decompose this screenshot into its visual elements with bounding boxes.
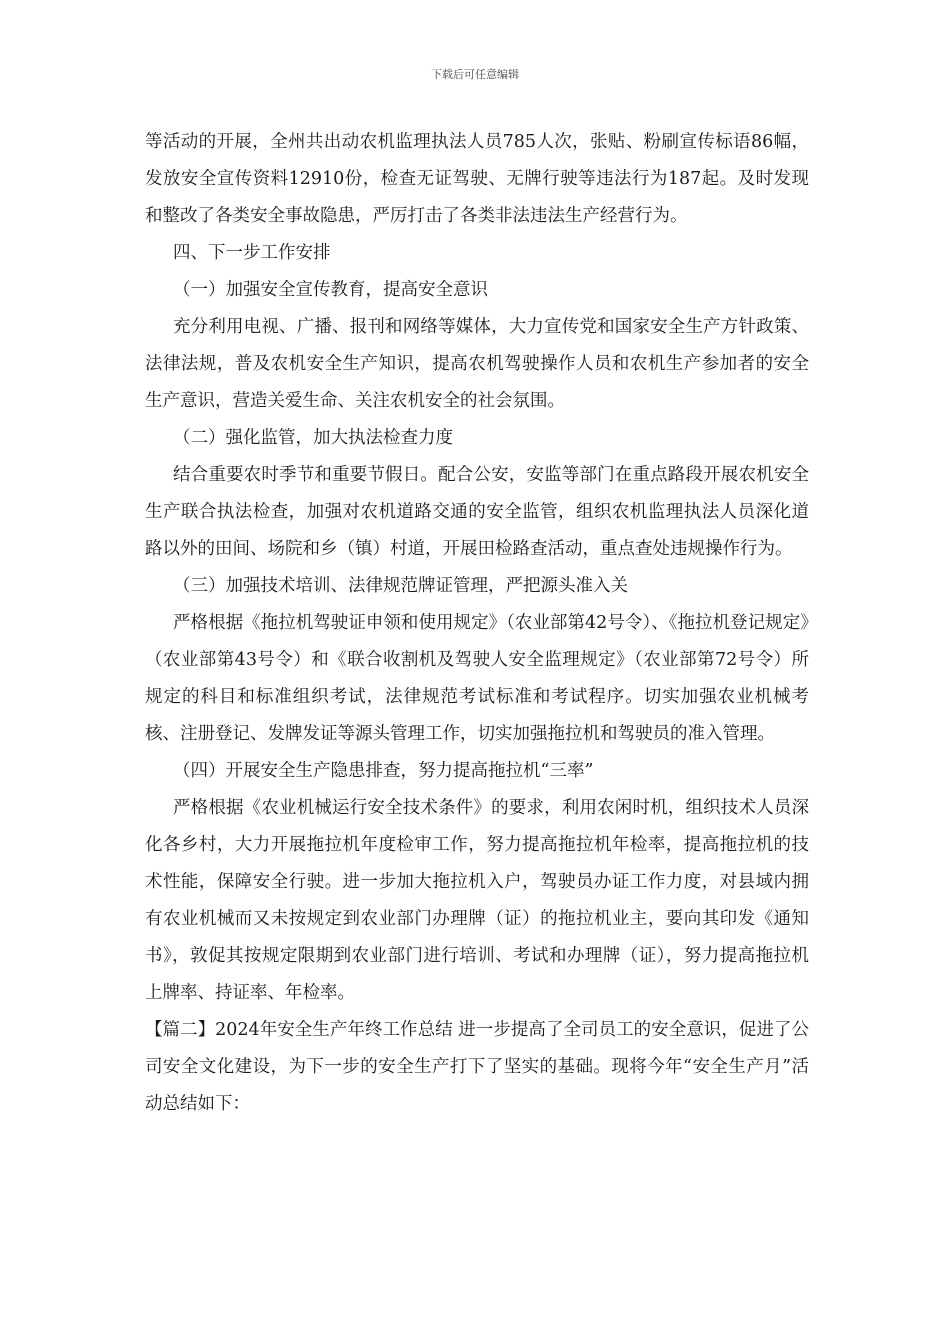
- page-header: 下载后可任意编辑: [431, 68, 519, 81]
- paragraph-part-two: 【篇二】2024年安全生产年终工作总结 进一步提高了全司员工的安全意识，促进了公司安全文化建设，为下一步的安全生产打下了坚实的基础。现将今年“安全生产月”活动总结如下：: [145, 1020, 809, 1114]
- subheading-2: （二）强化监管，加大执法检查力度: [173, 428, 453, 448]
- subheading-1: （一）加强安全宣传教育，提高安全意识: [173, 280, 488, 300]
- section-heading-next-steps: 四、下一步工作安排: [173, 243, 331, 263]
- paragraph-activity-summary: 等活动的开展，全州共出动农机监理执法人员785人次，张贴、粉刷宣传标语86幅，发放安全宣传资料12910份，检查无证驾驶、无牌行驶等违法行为187起。及时发现和整改了各类安全事故隐患，严厉打击了各类非法违法生产经营行为。: [145, 132, 809, 226]
- paragraph-inspection: 严格根据《农业机械运行安全技术条件》的要求，利用农闲时机，组织技术人员深化各乡村，大力开展拖拉机年度检审工作，努力提高拖拉机年检率，提高拖拉机的技术性能，保障安全行驶。进一步加大拖拉机入户，驾驶员办证工作力度，对县域内拥有农业机械而又未按规定到农业部门办理牌（证）的拖拉机业主，要向其印发《通知书》，敦促其按规定限期到农业部门进行培训、考试和办理牌（证），努力提高拖拉机上牌率、持证率、年检率。: [145, 798, 809, 1003]
- subheading-3: （三）加强技术培训、法律规范牌证管理，严把源头准入关: [173, 576, 628, 596]
- paragraph-training: 严格根据《拖拉机驾驶证申领和使用规定》（农业部第42号令）、《拖拉机登记规定》（农业部第43号令）和《联合收割机及驾驶人安全监理规定》（农业部第72号令）所规定的科目和标准组织考试，法律规范考试标准和考试程序。切实加强农业机械考核、注册登记、发牌发证等源头管理工作，切实加强拖拉机和驾驶员的准入管理。: [145, 613, 809, 744]
- document-body: [145, 124, 809, 1123]
- paragraph-publicity: 充分利用电视、广播、报刊和网络等媒体，大力宣传党和国家安全生产方针政策、法律法规，普及农机安全生产知识，提高农机驾驶操作人员和农机生产参加者的安全生产意识，营造关爱生命、关注农机安全的社会氛围。: [145, 317, 809, 411]
- subheading-4: （四）开展安全生产隐患排查，努力提高拖拉机“三率”: [173, 761, 594, 781]
- paragraph-supervision: 结合重要农时季节和重要节假日。配合公安，安监等部门在重点路段开展农机安全生产联合执法检查，加强对农机道路交通的安全监管，组织农机监理执法人员深化道路以外的田间、场院和乡（镇）村道，开展田检路查活动，重点查处违规操作行为。: [145, 465, 809, 559]
